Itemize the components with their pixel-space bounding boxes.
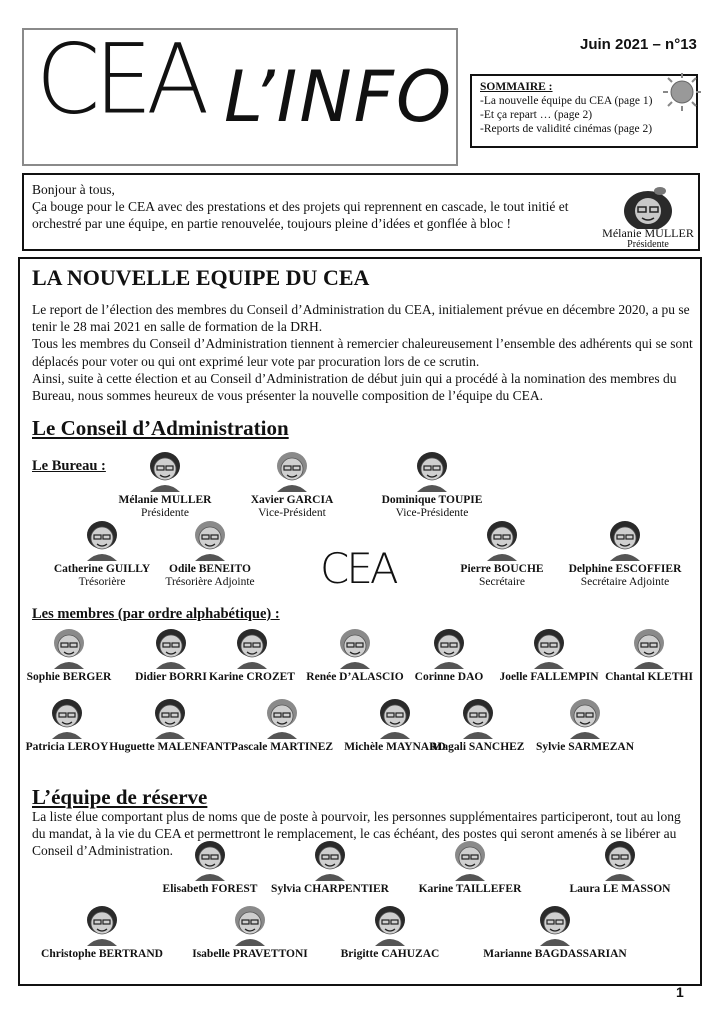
person-name: Catherine GUILLY <box>53 563 151 575</box>
person-role: Trésorière Adjointe <box>165 576 255 588</box>
person-name: Pierre BOUCHE <box>460 563 544 575</box>
person-name: Magali SANCHEZ <box>431 741 525 753</box>
avatar-icon <box>597 837 643 881</box>
person-name: Huguette MALENFANT <box>109 741 231 753</box>
person-card <box>130 517 290 589</box>
avatar-icon <box>626 625 672 669</box>
person-name: Chantal KLETHI <box>605 671 693 683</box>
reserve-text: La liste élue comportant plus de noms que de poste à pourvoir, les personnes supplémentaires participeront, tout au long du mandat, à la vie du CEA et permettront le remplacement, le cas échéant, des postes qui seront amenés à se libérer au Conseil d’Administration. <box>32 809 681 859</box>
person-name: Renée D’ALASCIO <box>306 671 404 683</box>
article-body <box>32 301 696 404</box>
person-name: Joelle FALLEMPIN <box>499 671 599 683</box>
person-card <box>390 837 550 896</box>
person-name: Laura LE MASSON <box>569 883 671 895</box>
person-name: Dominique TOUPIE <box>381 494 483 506</box>
avatar-icon <box>367 902 413 946</box>
avatar-icon <box>409 448 455 492</box>
avatar-icon <box>602 517 648 561</box>
person-name: Delphine ESCOFFIER <box>568 563 682 575</box>
avatar-icon <box>187 517 233 561</box>
person-card <box>545 517 705 589</box>
signer-name: Mélanie MULLER <box>602 226 694 240</box>
signature-block <box>598 227 698 251</box>
person-name: Karine TAILLEFER <box>418 883 522 895</box>
membres-title: Les membres (par ordre alphabétique) : <box>32 606 280 622</box>
person-name: Christophe BERTRAND <box>41 948 163 960</box>
section-title-conseil: Le Conseil d’Administration <box>32 416 289 440</box>
person-card <box>475 902 635 961</box>
article-title: LA NOUVELLE EQUIPE DU CEA <box>32 265 370 290</box>
person-role: Trésorière <box>78 576 126 588</box>
bureau-title: Le Bureau : <box>32 458 106 474</box>
paragraph: Le report de l’élection des membres du Conseil d’Administration du CEA, initialement prévue en décembre 2020, a pu se tenir le 28 mai 2021 en salle de formation de la DRH. <box>32 302 690 335</box>
person-card <box>505 695 665 754</box>
sun-icon <box>662 72 702 112</box>
avatar-icon <box>269 448 315 492</box>
avatar-icon <box>187 837 233 881</box>
person-role: Secrétaire Adjointe <box>580 576 670 588</box>
signer-role: Présidente <box>627 239 669 250</box>
avatar-icon <box>526 625 572 669</box>
page-number: 1 <box>676 984 684 1000</box>
greeting: Bonjour à tous, <box>32 182 115 197</box>
person-name: Didier BORRI <box>135 671 207 683</box>
avatar-icon <box>147 695 193 739</box>
person-name: Odile BENEITO <box>169 563 251 575</box>
editorial-text <box>32 181 577 232</box>
avatar-icon <box>227 902 273 946</box>
person-name: Marianne BAGDASSARIAN <box>483 948 627 960</box>
person-name: Mélanie MULLER <box>118 494 212 506</box>
person-card <box>569 625 721 684</box>
avatar-icon <box>142 448 188 492</box>
person-card <box>22 902 182 961</box>
paragraph: Tous les membres du Conseil d’Administration tiennent à remercier chaleureusement l’ensemble des adhérents qui se sont déplacés pour voter ou qui ont exprimé leur vote par procuration lors de ce scrutin. <box>32 336 693 369</box>
person-card <box>352 448 512 520</box>
logo-info-text: L’INFO <box>224 56 454 138</box>
avatar-icon <box>479 517 525 561</box>
avatar-icon <box>79 902 125 946</box>
person-name: Corinne DAO <box>414 671 484 683</box>
section-title-reserve: L’équipe de réserve <box>32 785 208 809</box>
person-role: Vice-Président <box>258 507 326 519</box>
avatar-icon <box>259 695 305 739</box>
avatar-icon <box>229 625 275 669</box>
editorial-box <box>22 173 700 251</box>
person-name: Sylvia CHARPENTIER <box>271 883 389 895</box>
person-card <box>310 902 470 961</box>
avatar-icon <box>79 517 125 561</box>
avatar-icon <box>447 837 493 881</box>
avatar-icon <box>46 625 92 669</box>
person-role: Vice-Présidente <box>395 507 469 519</box>
person-card <box>250 837 410 896</box>
person-name: Elisabeth FOREST <box>162 883 258 895</box>
avatar-icon <box>562 695 608 739</box>
person-name: Patricia LEROY <box>25 741 109 753</box>
avatar-icon <box>532 902 578 946</box>
logo-cea-text: CEA <box>36 23 204 136</box>
person-role: Secrétaire <box>479 576 525 588</box>
masthead-logo <box>22 23 458 166</box>
mini-logo: CEA <box>320 544 396 593</box>
person-name: Pascale MARTINEZ <box>230 741 334 753</box>
avatar-icon <box>455 695 501 739</box>
paragraph: Ainsi, suite à cette élection et au Conseil d’Administration de début juin qui a procédé à la nomination des membres du Bureau, nous sommes heureux de vous présenter la nouvelle composition de l’équipe du CEA. <box>32 370 677 404</box>
toc-item: -La nouvelle équipe du CEA (page 1) <box>480 95 653 107</box>
person-card <box>170 902 330 961</box>
person-name: Michèle MAYNARD <box>344 741 446 753</box>
avatar-icon <box>307 837 353 881</box>
toc-title: SOMMAIRE : <box>480 81 553 93</box>
avatar-icon <box>44 695 90 739</box>
person-name: Isabelle PRAVETTONI <box>192 948 308 960</box>
avatar-icon <box>426 625 472 669</box>
person-role: Présidente <box>141 507 189 519</box>
person-card <box>540 837 700 896</box>
person-card <box>212 448 372 520</box>
person-name: Sylvie SARMEZAN <box>535 741 635 753</box>
person-name: Xavier GARCIA <box>250 494 334 506</box>
editorial-body: Ça bouge pour le CEA avec des prestations et des projets qui reprennent en cascade, le tout initié et orchestré par une équipe, en partie renouvelée, toujours pleine d’idées et gonflée à bloc ! <box>32 199 569 231</box>
person-name: Sophie BERGER <box>26 671 112 683</box>
main-article <box>18 257 702 986</box>
issue-date: Juin 2021 – n°13 <box>580 36 697 53</box>
toc-item: -Et ça repart … (page 2) <box>480 109 593 121</box>
toc-item: -Reports de validité cinémas (page 2) <box>480 123 653 135</box>
person-name: Karine CROZET <box>209 671 295 683</box>
person-name: Brigitte CAHUZAC <box>340 948 440 960</box>
avatar-icon <box>618 185 678 229</box>
